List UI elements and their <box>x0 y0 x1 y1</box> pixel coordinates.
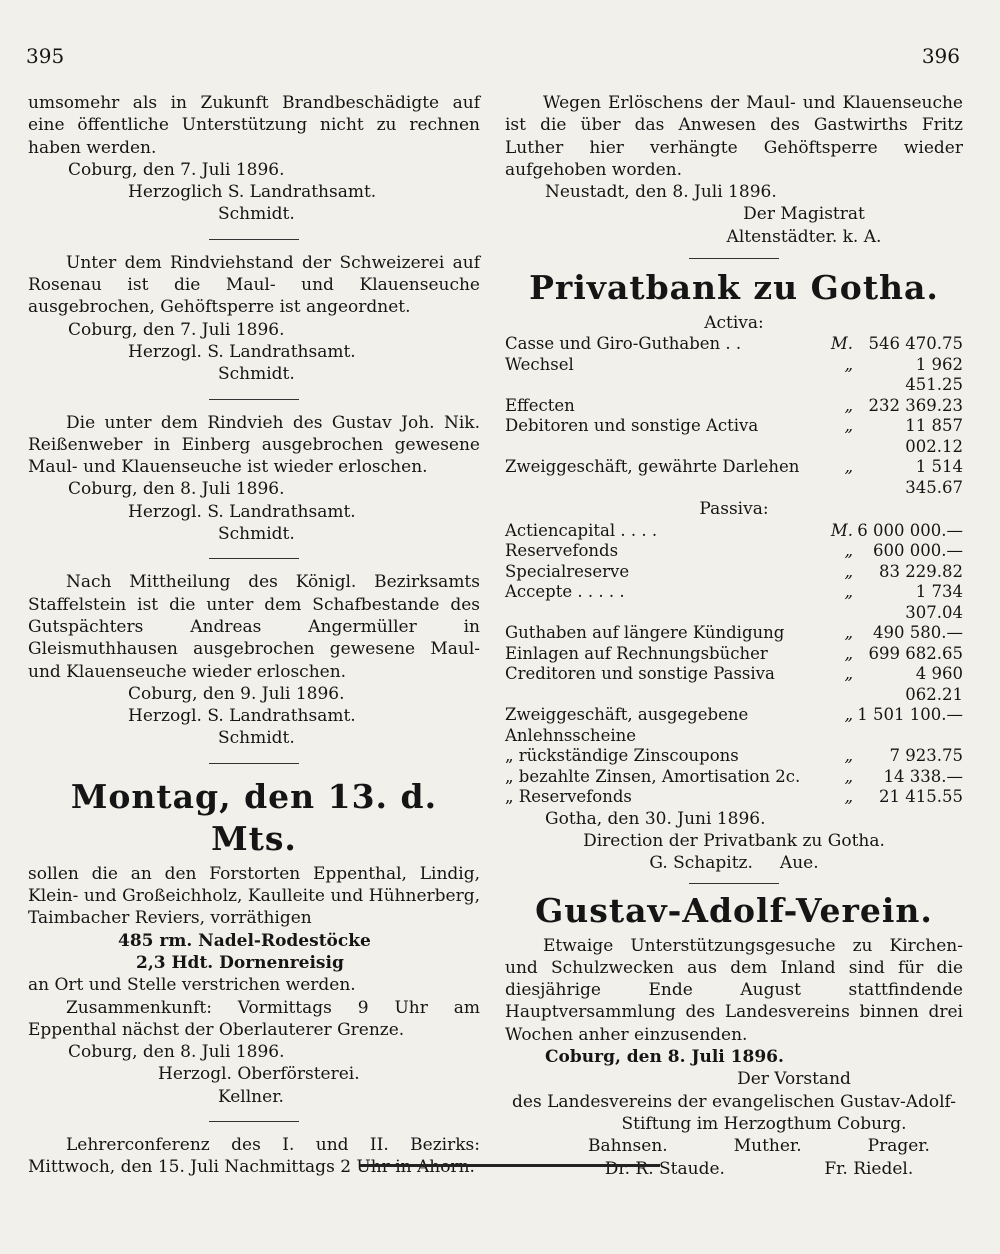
bank-office: Direction der Privatbank zu Gotha. <box>583 830 885 851</box>
notice-date: Coburg, den 8. Juli 1896. <box>68 479 285 500</box>
activa-cur: „ <box>844 354 853 374</box>
passiva-cur: „ <box>844 541 853 561</box>
passiva-amt: 490 580.— <box>873 623 963 643</box>
notice-date: Neustadt, den 8. Juli 1896. <box>545 182 777 203</box>
activa-label: Zweiggeschäft, gewährte Darlehen <box>505 457 800 477</box>
page-number-left: 395 <box>26 44 65 68</box>
passiva-label: „ Reservefonds <box>505 787 632 807</box>
right-column <box>505 92 963 1180</box>
notice-text: sollen die an den Forstorten Eppenthal, Lindig, Klein- und Großeichholz, Kaulleite und Hühnerberg, Taimbacher Reviers, vorräthigen <box>28 863 480 929</box>
passiva-label: Specialreserve <box>505 561 630 581</box>
page-end-rule <box>360 1164 660 1167</box>
notice-text: an Ort und Stelle verstrichen werden. <box>28 975 356 996</box>
passiva-amt: 4 960 062.21 <box>905 664 963 704</box>
passiva-cur: „ <box>844 664 853 684</box>
passiva-cur: M. <box>830 520 853 540</box>
notice-text: Etwaige Unterstützungsgesuche zu Kirchen- und Schulzwecken aus dem Inland sind für die diesjährige Ende August stattfindende Hauptversammlung des Landesvereins binnen drei Wochen anher einzusenden. <box>505 935 963 1045</box>
notice-date: Coburg, den 7. Juli 1896. <box>68 319 285 340</box>
signatory-name: Bahnsen. <box>588 1136 668 1157</box>
passiva-amt: 6 000 000.— <box>857 520 963 540</box>
activa-label: Wechsel <box>505 354 574 374</box>
divider <box>209 763 299 764</box>
passiva-heading: Passiva: <box>699 499 769 520</box>
notice-signature: Kellner. <box>218 1086 284 1107</box>
activa-row <box>505 416 963 457</box>
passiva-amt: 699 682.65 <box>868 643 963 663</box>
passiva-label: Einlagen auf Rechnungsbücher <box>505 643 768 663</box>
notice-signature: Stiftung im Herzogthum Coburg. <box>621 1113 907 1134</box>
notice-office: Der Magistrat <box>743 204 865 225</box>
auction-headline: Montag, den 13. d. Mts. <box>70 776 438 858</box>
activa-label: Effecten <box>505 395 575 415</box>
auction-item: 485 rm. Nadel-Rodestöcke <box>118 930 371 951</box>
passiva-label: Creditoren und sonstige Passiva <box>505 664 775 684</box>
notice-signature: Altenstädter. k. A. <box>726 226 882 247</box>
passiva-amt: 1 734 307.04 <box>905 582 963 622</box>
notice-text: Lehrerconferenz des I. und II. Bezirks: Mittwoch, den 15. Juli Nachmittags 2 Uhr in Ahorn. <box>28 1134 480 1178</box>
passiva-label: Accepte . . . . . <box>505 582 625 602</box>
notice-signature: Schmidt. <box>218 204 295 225</box>
divider <box>209 399 299 400</box>
activa-amt: 1 514 345.67 <box>905 457 963 497</box>
passiva-row <box>505 541 963 562</box>
passiva-row <box>505 521 963 542</box>
passiva-row <box>505 705 963 746</box>
passiva-row <box>505 746 963 767</box>
passiva-amt: 1 501 100.— <box>857 705 963 725</box>
passiva-row <box>505 787 963 808</box>
bank-signatures: G. Schapitz. Aue. <box>649 853 819 874</box>
activa-row <box>505 355 963 396</box>
activa-heading: Activa: <box>704 313 764 334</box>
passiva-row <box>505 664 963 705</box>
notice-date: Coburg, den 8. Juli 1896. <box>68 1042 285 1063</box>
passiva-amt: 7 923.75 <box>889 746 963 766</box>
notice-signature: Schmidt. <box>218 728 295 749</box>
divider <box>209 239 299 240</box>
activa-cur: „ <box>844 457 853 477</box>
passiva-label: Reservefonds <box>505 541 619 561</box>
notice-signature: Der Vorstand <box>737 1069 851 1090</box>
notice-date: Coburg, den 9. Juli 1896. <box>128 683 345 704</box>
activa-row <box>505 457 963 498</box>
activa-label: Casse und Giro-Guthaben . . <box>505 334 742 354</box>
passiva-label: Guthaben auf längere Kündigung <box>505 623 785 643</box>
passiva-row <box>505 767 963 788</box>
activa-list <box>505 334 963 498</box>
left-column <box>28 92 480 1179</box>
passiva-label: Zweiggeschäft, ausgegebene Anlehnsscheine <box>505 705 749 745</box>
divider <box>689 883 779 884</box>
passiva-amt: 83 229.82 <box>879 561 963 581</box>
notice-date: Coburg, den 8. Juli 1896. <box>545 1047 784 1068</box>
passiva-row <box>505 562 963 583</box>
notice-office: Herzoglich S. Landrathsamt. <box>128 182 377 203</box>
activa-cur: „ <box>844 416 853 436</box>
passiva-cur: „ <box>844 582 853 602</box>
notice-text: umsomehr als in Zukunft Brandbeschädigte auf eine öffentliche Unterstützung nicht zu rechnen haben werden. <box>28 93 480 158</box>
passiva-row <box>505 623 963 644</box>
bank-title: Privatbank zu Gotha. <box>529 268 939 308</box>
passiva-list <box>505 521 963 808</box>
notice-signature: Schmidt. <box>218 524 295 545</box>
signatory-name: Muther. <box>733 1136 802 1157</box>
divider <box>689 258 779 259</box>
page-number-right: 396 <box>921 44 960 68</box>
passiva-label: „ rückständige Zinscoupons <box>505 746 739 766</box>
passiva-label: Actiencapital . . . . <box>505 520 658 540</box>
passiva-cur: „ <box>844 746 853 766</box>
activa-amt: 1 962 451.25 <box>905 354 963 395</box>
activa-cur: „ <box>844 395 853 415</box>
notice-office: Herzogl. S. Landrathsamt. <box>128 341 356 362</box>
bank-date: Gotha, den 30. Juni 1896. <box>545 808 766 829</box>
notice-office: Herzogl. S. Landrathsamt. <box>128 706 356 727</box>
passiva-amt: 21 415.55 <box>879 787 963 807</box>
association-title: Gustav-Adolf-Verein. <box>535 890 933 930</box>
notice-text: Zusammenkunft: Vormittags 9 Uhr am Eppenthal nächst der Oberlauterer Grenze. <box>28 997 480 1040</box>
signatory-name: Fr. Riedel. <box>824 1158 914 1179</box>
divider <box>209 1121 299 1122</box>
passiva-cur: „ <box>844 643 853 663</box>
notice-text: Wegen Erlöschens der Maul- und Klauenseuche ist die über das Anwesen des Gastwirths Fritz Luther hier verhängte Gehöftsperre wieder aufgehoben worden. <box>505 93 963 180</box>
notice-signature: Schmidt. <box>218 364 295 385</box>
activa-label: Debitoren und sonstige Activa <box>505 416 759 436</box>
signature-row <box>505 1158 963 1180</box>
passiva-cur: „ <box>844 766 853 786</box>
passiva-label: „ bezahlte Zinsen, Amortisation 2c. <box>505 766 801 786</box>
notice-office: Herzogl. S. Landrathsamt. <box>128 501 356 522</box>
activa-row <box>505 396 963 417</box>
activa-amt: 232 369.23 <box>868 395 963 415</box>
activa-cur: M. <box>830 334 853 354</box>
notice-text: Unter dem Rindviehstand der Schweizerei auf Rosenau ist die Maul- und Klauenseuche ausgebrochen, Gehöftsperre ist angeordnet. <box>28 252 480 318</box>
passiva-amt: 14 338.— <box>883 766 963 786</box>
notice-text: Nach Mittheilung des Königl. Bezirksamts Staffelstein ist die unter dem Schafbestande des Gutspächters Andreas Angermüller in Gleismuthhausen ausgebrochen gewesene Maul- und Klauenseuche wieder erloschen. <box>28 572 480 682</box>
notice-office: Herzogl. Oberförsterei. <box>158 1064 360 1085</box>
passiva-amt: 600 000.— <box>873 541 963 561</box>
passiva-row <box>505 582 963 623</box>
auction-item: 2,3 Hdt. Dornenreisig <box>136 952 344 973</box>
activa-amt: 546 470.75 <box>868 334 963 354</box>
signatory-name: Prager. <box>867 1136 930 1157</box>
passiva-cur: „ <box>844 623 853 643</box>
passiva-row <box>505 644 963 665</box>
divider <box>209 558 299 559</box>
signature-row <box>505 1135 963 1157</box>
notice-date: Coburg, den 7. Juli 1896. <box>68 159 285 180</box>
passiva-cur: „ <box>844 705 853 725</box>
activa-row <box>505 334 963 355</box>
passiva-cur: „ <box>844 787 853 807</box>
signatory-name: Dr. R. Staude. <box>604 1158 725 1179</box>
passiva-cur: „ <box>844 561 853 581</box>
notice-text: Die unter dem Rindvieh des Gustav Joh. Nik. Reißenweber in Einberg ausgebrochen gewesene Maul- und Klauenseuche ist wieder erloschen. <box>28 412 480 478</box>
notice-signature: des Landesvereins der evangelischen Gustav-Adolf- <box>512 1091 956 1112</box>
activa-amt: 11 857 002.12 <box>905 416 963 456</box>
